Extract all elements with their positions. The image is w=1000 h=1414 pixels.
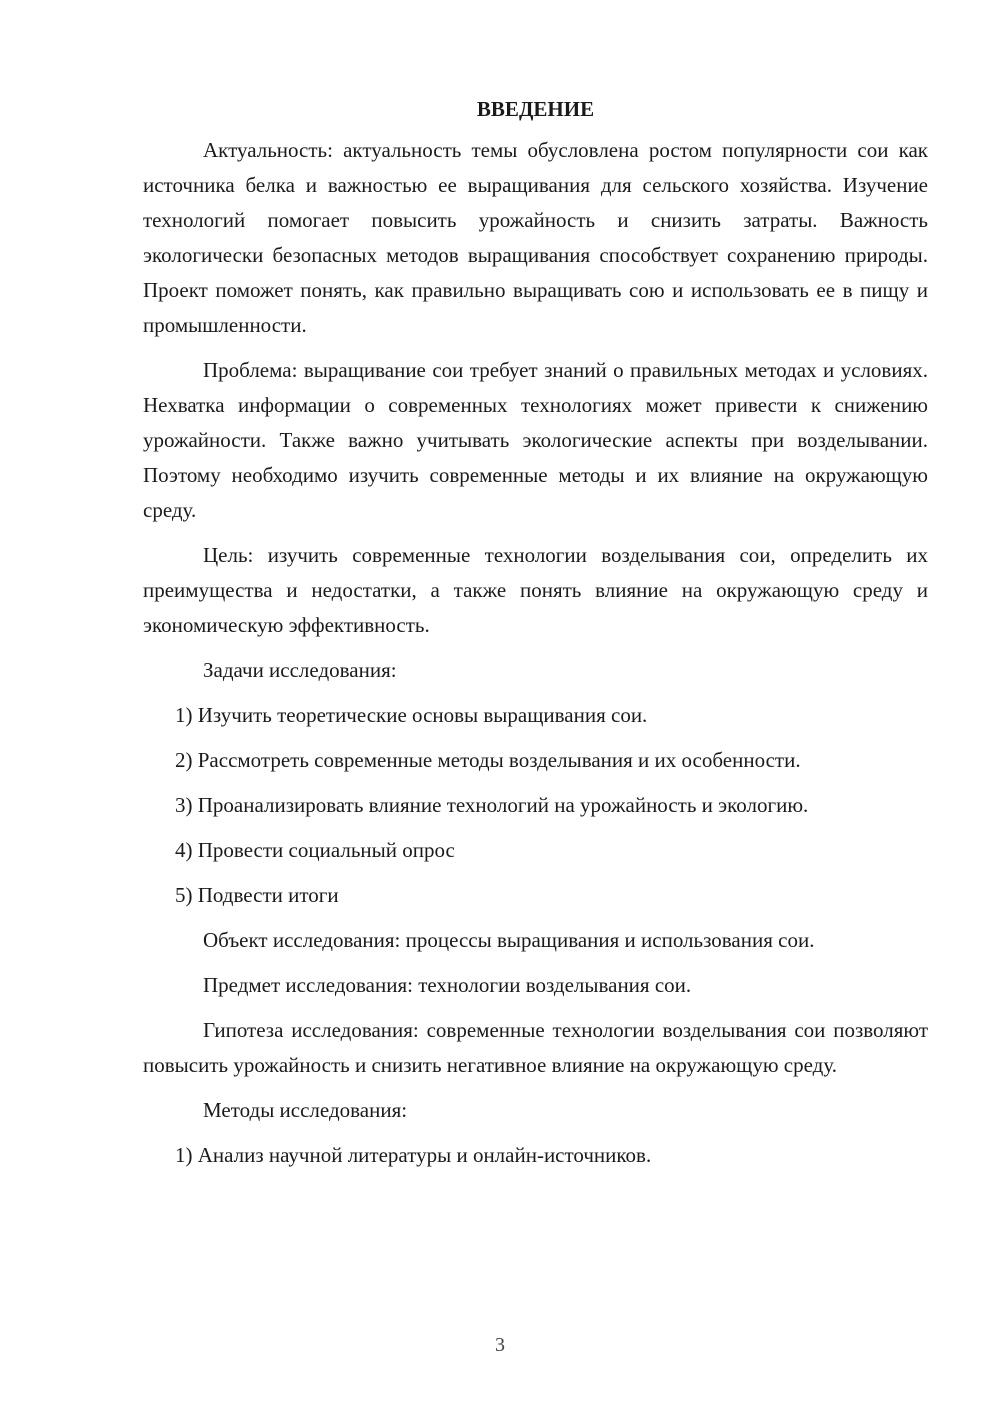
page-content <box>143 92 928 1183</box>
page-title: ВВЕДЕНИЕ <box>476 97 595 121</box>
task-item-3: 3) Проанализировать влияние технологий на урожайность и экологию. <box>175 793 809 817</box>
goal-paragraph: Цель: изучить современные технологии возделывания сои, определить их преимущества и недостатки, а также понять влияние на окружающую среду и экономическую эффективность. <box>143 543 928 637</box>
task-item-1: 1) Изучить теоретические основы выращивания сои. <box>175 703 648 727</box>
problem-paragraph: Проблема: выращивание сои требует знаний о правильных методах и условиях. Нехватка информации о современных технологиях может привести к снижению урожайности. Также важно учитывать экологические аспекты при возделывании. Поэтому необходимо изучить современные методы и их влияние на окружающую среду. <box>143 358 928 522</box>
tasks-heading: Задачи исследования: <box>203 658 397 682</box>
hypothesis-paragraph: Гипотеза исследования: современные технологии возделывания сои позволяют повысить урожайность и снизить негативное влияние на окружающую среду. <box>143 1018 928 1077</box>
method-item-1: 1) Анализ научной литературы и онлайн-источников. <box>175 1143 652 1167</box>
subject-paragraph: Предмет исследования: технологии возделывания сои. <box>203 973 692 997</box>
task-item-5: 5) Подвести итоги <box>175 883 339 907</box>
relevance-paragraph: Актуальность: актуальность темы обусловлена ростом популярности сои как источника белка и важностью ее выращивания для сельского хозяйства. Изучение технологий помогает повысить урожайность и снизить затраты. Важность экологически безопасных методов выращивания способствует сохранению природы. Проект поможет понять, как правильно выращивать сою и использовать ее в пищу и промышленности. <box>143 138 928 337</box>
task-item-4: 4) Провести социальный опрос <box>175 838 455 862</box>
methods-heading: Методы исследования: <box>203 1098 408 1122</box>
task-item-2: 2) Рассмотреть современные методы возделывания и их особенности. <box>175 748 801 772</box>
object-paragraph: Объект исследования: процессы выращивания и использования сои. <box>203 928 815 952</box>
page-number: 3 <box>495 1334 505 1356</box>
